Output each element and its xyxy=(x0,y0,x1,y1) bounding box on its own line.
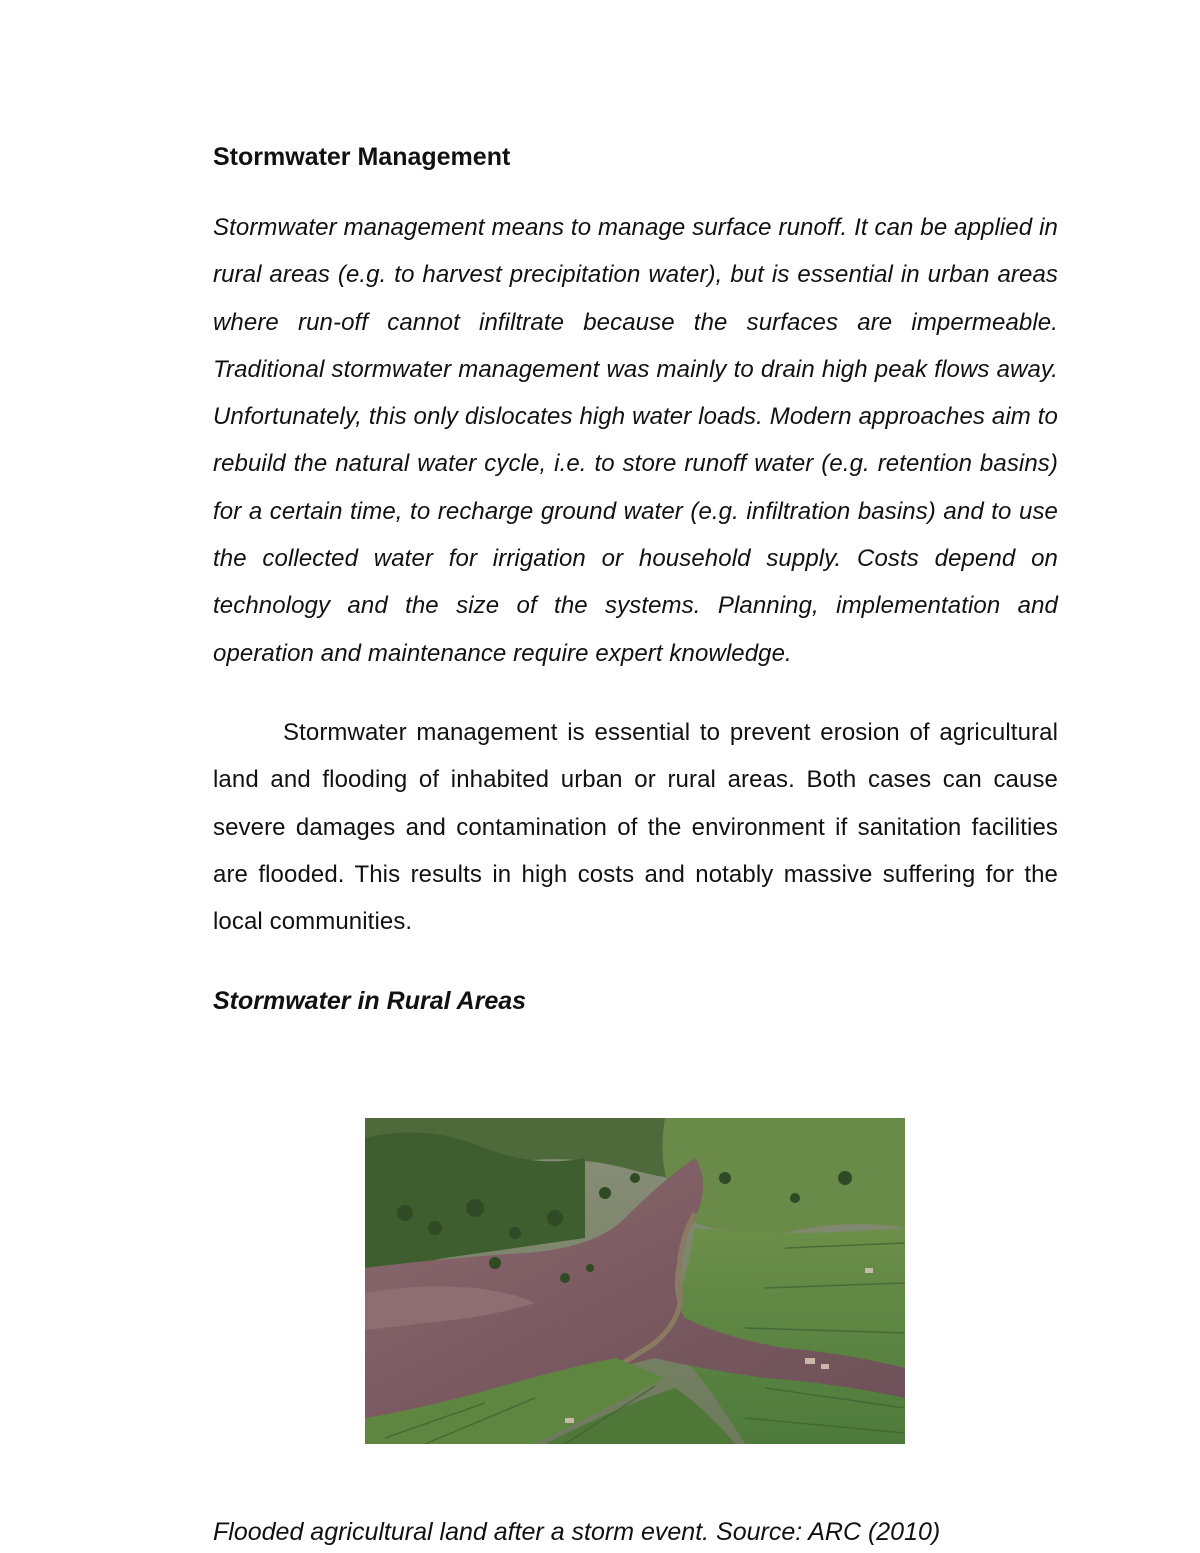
flooded-farmland-illustration xyxy=(365,1118,905,1444)
body-paragraph: Stormwater management is essential to prevent erosion of agricultural land and flooding of inhabited urban or rural areas. Both cases can cause severe damages and contamination of the environment if sanitation facilities are flooded. This results in high costs and notably massive suffering for the local communities. xyxy=(213,718,1058,936)
flooded-farmland-photo xyxy=(365,1118,905,1444)
document-title: Stormwater Management xyxy=(213,143,511,171)
intro-paragraph: Stormwater management means to manage surface runoff. It can be applied in rural areas (e.g. to harvest precipitation water), but is essential in urban areas where run-off cannot infiltrate because the surfaces are impermeable. Traditional stormwater management was mainly to drain high peak flows away. Unfortunately, this only dislocates high water loads. Modern approaches aim to rebuild the natural water cycle, i.e. to store runoff water (e.g. retention basins) for a certain time, to recharge ground water (e.g. infiltration basins) and to use the collected water for irrigation or household supply. Costs depend on technology and the size of the systems. Planning, implementation and operation and maintenance require expert knowledge. xyxy=(213,214,1058,667)
section-subheading: Stormwater in Rural Areas xyxy=(213,987,527,1016)
figure-caption: Flooded agricultural land after a storm event. Source: ARC (2010) xyxy=(213,1518,941,1546)
document-body xyxy=(213,140,1058,1018)
